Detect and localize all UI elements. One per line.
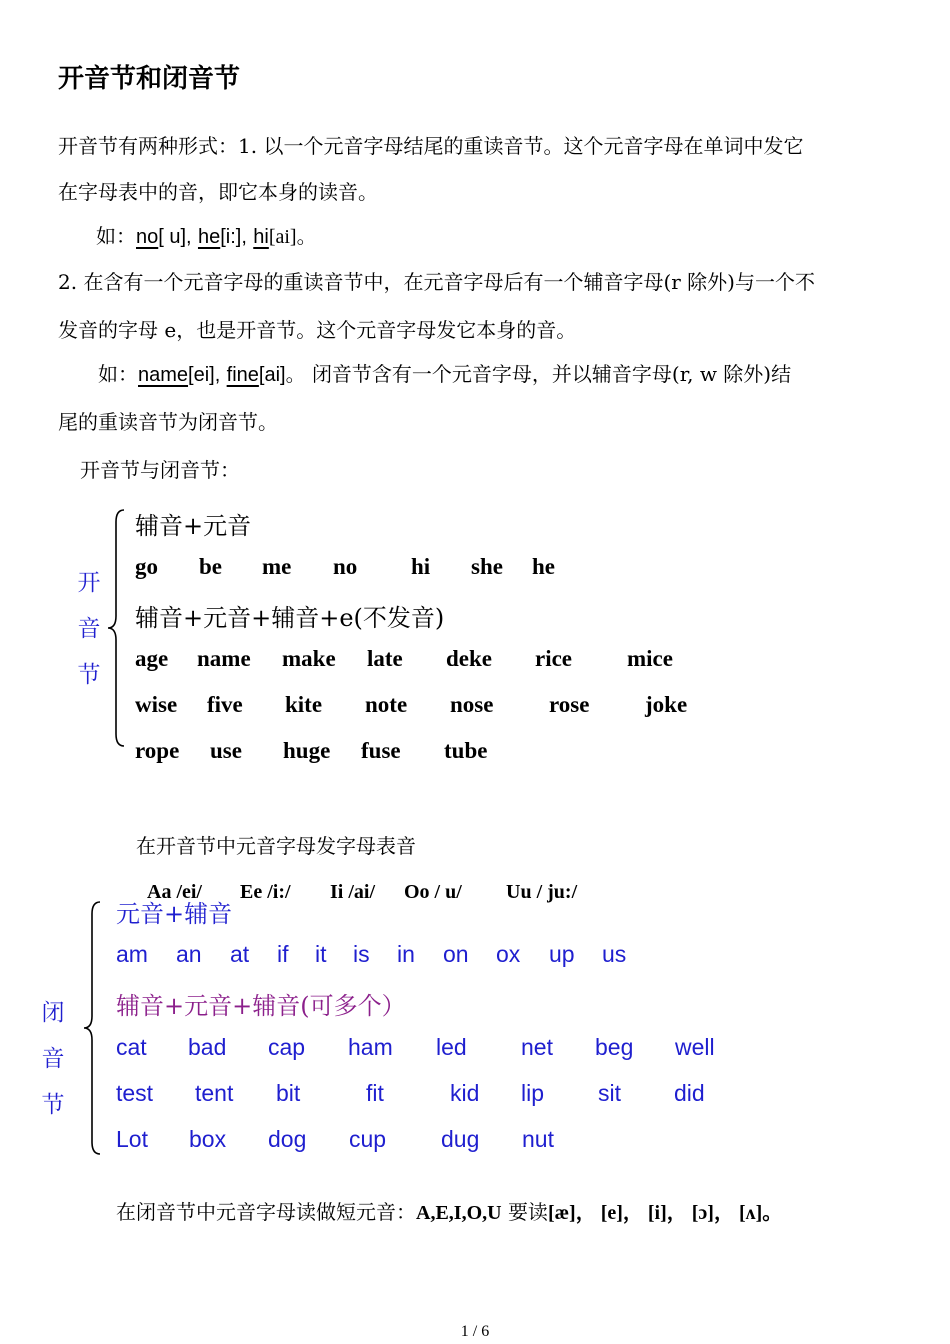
- word: name: [197, 646, 251, 671]
- example-phonetic: [ai]。: [258, 364, 306, 386]
- letter-sound: Ee /i:/: [240, 881, 291, 903]
- page-title: 开音节和闭音节: [58, 64, 241, 94]
- word: me: [262, 554, 292, 579]
- word: go: [135, 554, 158, 579]
- open-pattern-2: 辅音+元音+辅音+e(不发音): [135, 604, 445, 632]
- closed-pattern-2: 辅音+元音+辅音(可多个）: [116, 992, 406, 1020]
- closed-note-letters: A,E,I,O,U: [416, 1202, 502, 1224]
- word: rope: [135, 738, 180, 763]
- word: dog: [268, 1126, 307, 1152]
- word: fuse: [361, 738, 401, 763]
- intro-line-2: 在字母表中的音，即它本身的读音。: [58, 180, 378, 204]
- side-char: 节: [41, 1092, 65, 1118]
- word: did: [674, 1080, 705, 1106]
- letter-sound: Ii /ai/: [330, 881, 376, 903]
- word: beg: [595, 1034, 634, 1060]
- closed-pattern-1: 元音+辅音: [116, 900, 233, 928]
- word: dug: [441, 1126, 480, 1152]
- word: box: [189, 1126, 227, 1152]
- word: age: [135, 646, 169, 671]
- word: no: [333, 554, 358, 579]
- word: rice: [535, 646, 573, 671]
- closed-definition: 闭音节含有一个元音字母，并以辅音字母(r, w 除外)结: [311, 362, 792, 386]
- closed-note: [116, 1200, 782, 1225]
- word: tube: [444, 738, 488, 763]
- word: bit: [276, 1080, 301, 1106]
- word: deke: [446, 646, 492, 671]
- word: cap: [268, 1034, 306, 1060]
- word: ox: [496, 941, 521, 967]
- side-char: 开: [77, 570, 101, 596]
- intro-line-4: 发音的字母 e，也是开音节。这个元音字母发它本身的音。: [58, 318, 577, 342]
- example-word: hi: [253, 226, 269, 248]
- open-pattern-1: 辅音+元音: [135, 512, 252, 540]
- word: at: [230, 941, 250, 967]
- word: in: [397, 941, 415, 967]
- example-prefix: 如：: [98, 362, 138, 386]
- word: if: [277, 941, 289, 967]
- example-phonetic: [ei],: [188, 364, 221, 386]
- intro-line-3: 2. 在含有一个元音字母的重读音节中，在元音字母后有一个辅音字母(r 除外)与一个不: [58, 270, 815, 294]
- word: cat: [116, 1034, 147, 1060]
- example-word: no: [136, 226, 159, 248]
- word: an: [176, 941, 202, 967]
- open-note: 在开音节中元音字母发字母表音: [136, 834, 416, 858]
- word: is: [353, 941, 370, 967]
- word: well: [675, 1034, 715, 1060]
- word: bad: [188, 1034, 227, 1060]
- closed-note-sounds: [æ]， [e]， [i]， [ɔ]， [ʌ]。: [547, 1202, 783, 1224]
- word: note: [365, 692, 408, 717]
- word: mice: [627, 646, 673, 671]
- word: led: [436, 1034, 467, 1060]
- example-open-1: [96, 224, 317, 249]
- subheading: 开音节与闭音节：: [80, 458, 240, 482]
- word: lip: [521, 1080, 545, 1106]
- word: kid: [450, 1080, 480, 1106]
- word: us: [602, 941, 627, 967]
- word: Lot: [116, 1126, 148, 1152]
- example-word: fine: [226, 364, 259, 386]
- word: use: [210, 738, 242, 763]
- word: huge: [283, 738, 331, 763]
- word: five: [207, 692, 243, 717]
- side-char: 音: [41, 1046, 65, 1072]
- word: nose: [450, 692, 494, 717]
- word: be: [199, 554, 222, 579]
- intro-line-5: 尾的重读音节为闭音节。: [58, 410, 278, 434]
- letter-sound: Aa /ei/: [147, 881, 202, 903]
- word: she: [471, 554, 503, 579]
- closed-brace-icon: [80, 900, 104, 1156]
- word: fit: [366, 1080, 384, 1106]
- open-brace-icon: [104, 508, 128, 748]
- example-phonetic: [ u],: [158, 226, 192, 248]
- word: kite: [285, 692, 323, 717]
- example-phonetic: [i:],: [220, 226, 247, 248]
- word: tent: [195, 1080, 234, 1106]
- word: nut: [522, 1126, 554, 1152]
- word: make: [282, 646, 336, 671]
- intro-line-1: 开音节有两种形式：1. 以一个元音字母结尾的重读音节。这个元音字母在单词中发它: [58, 134, 804, 158]
- word: on: [443, 941, 469, 967]
- word: late: [367, 646, 403, 671]
- word: sit: [598, 1080, 621, 1106]
- word: rose: [549, 692, 590, 717]
- example-word: he: [197, 226, 221, 248]
- closed-note-prefix: 在闭音节中元音字母读做短元音：: [116, 1200, 416, 1224]
- word: up: [549, 941, 575, 967]
- word: test: [116, 1080, 154, 1106]
- example-open-2: [98, 362, 791, 387]
- word: ham: [348, 1034, 393, 1060]
- open-side-label: [74, 560, 104, 698]
- side-char: 音: [77, 616, 101, 642]
- word: it: [315, 941, 327, 967]
- example-prefix: 如：: [96, 224, 136, 248]
- word: wise: [135, 692, 178, 717]
- word: he: [532, 554, 555, 579]
- example-phonetic: [ai]: [268, 226, 297, 248]
- word: joke: [645, 692, 688, 717]
- letter-sound: Uu / ju:/: [506, 881, 578, 903]
- example-word: name: [138, 364, 189, 386]
- example-end: 。: [296, 224, 317, 248]
- closed-note-mid: 要读: [507, 1200, 548, 1224]
- page-number: 1 / 6: [460, 1323, 490, 1340]
- word: hi: [411, 554, 431, 579]
- word: net: [521, 1034, 553, 1060]
- side-char: 闭: [41, 1000, 65, 1026]
- word: am: [116, 941, 148, 967]
- word: cup: [349, 1126, 387, 1152]
- closed-side-label: [38, 990, 68, 1128]
- letter-sound: Oo / u/: [404, 881, 462, 903]
- side-char: 节: [77, 662, 101, 688]
